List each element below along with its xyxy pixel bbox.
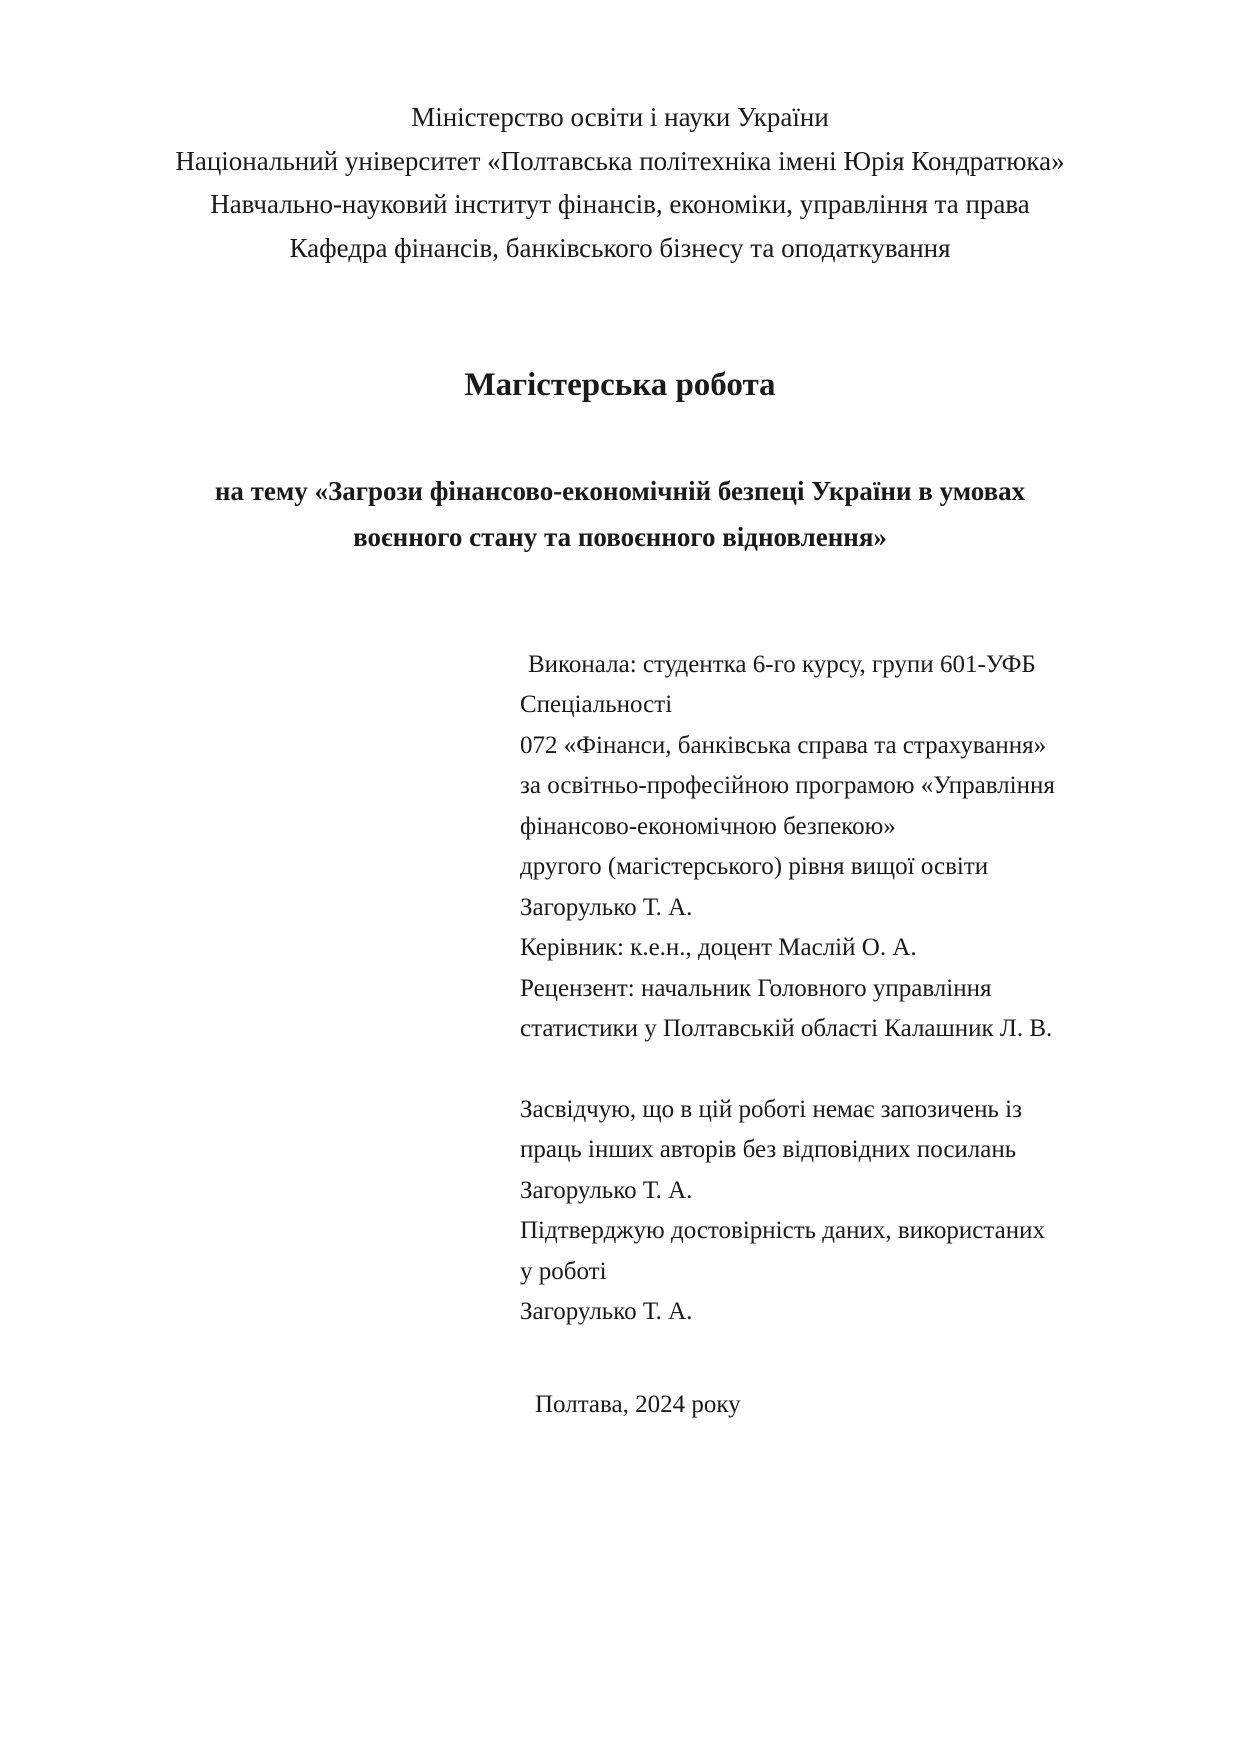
reviewer-line-2: статистики у Полтавській області Калашник Л. В. xyxy=(520,1015,1053,1043)
program-line-1: за освітньо-професійною програмою «Управління xyxy=(520,772,1055,800)
declaration-line-1: Засвідчую, що в цій роботі немає запозичень із xyxy=(520,1095,1022,1123)
confirmation-line-2: у роботі xyxy=(520,1257,607,1285)
university-line: Національний університет «Полтавська політехніка імені Юрія Кондратюка» xyxy=(175,145,1065,176)
topic-line-1: на тему «Загрози фінансово-економічній безпеці України в умовах xyxy=(214,475,1026,506)
confirmation-line-1: Підтверджую достовірність даних, використаних xyxy=(520,1217,1045,1245)
performer-line: Виконала: студентка 6-го курсу, групи 601-УФБ xyxy=(528,650,1036,678)
reviewer-line-1: Рецензент: начальник Головного управління xyxy=(520,974,992,1002)
thesis-topic xyxy=(170,468,1070,561)
topic-line-2: воєнного стану та повоєнного відновлення» xyxy=(353,522,887,553)
speciality-label: Спеціальності xyxy=(520,691,673,719)
institute-line: Навчально-науковий інститут фінансів, економіки, управління та права xyxy=(210,189,1030,220)
author-info-block xyxy=(520,645,1160,1333)
education-level-line: другого (магістерського) рівня вищої освіти xyxy=(520,853,989,881)
department-line: Кафедра фінансів, банківського бізнесу та оподаткування xyxy=(289,233,951,264)
document-type-heading: Магістерська робота xyxy=(464,366,776,403)
student-name-line: Загорулько Т. А. xyxy=(520,893,693,921)
ministry-line: Міністерство освіти і науки України xyxy=(411,102,829,132)
speciality-code-line: 072 «Фінанси, банківська справа та страхування» xyxy=(520,731,1047,759)
declaration-signature: Загорулько Т. А. xyxy=(520,1176,693,1204)
confirmation-signature: Загорулько Т. А. xyxy=(520,1298,693,1326)
institution-header xyxy=(120,96,1120,271)
info-spacer xyxy=(520,1050,1160,1090)
declaration-line-2: праць інших авторів без відповідних посилань xyxy=(520,1136,1017,1164)
city-year-footer: Полтава, 2024 року xyxy=(535,1390,741,1418)
supervisor-line: Керівник: к.е.н., доцент Маслій О. А. xyxy=(520,934,917,962)
program-line-2: фінансово-економічною безпекою» xyxy=(520,812,896,840)
